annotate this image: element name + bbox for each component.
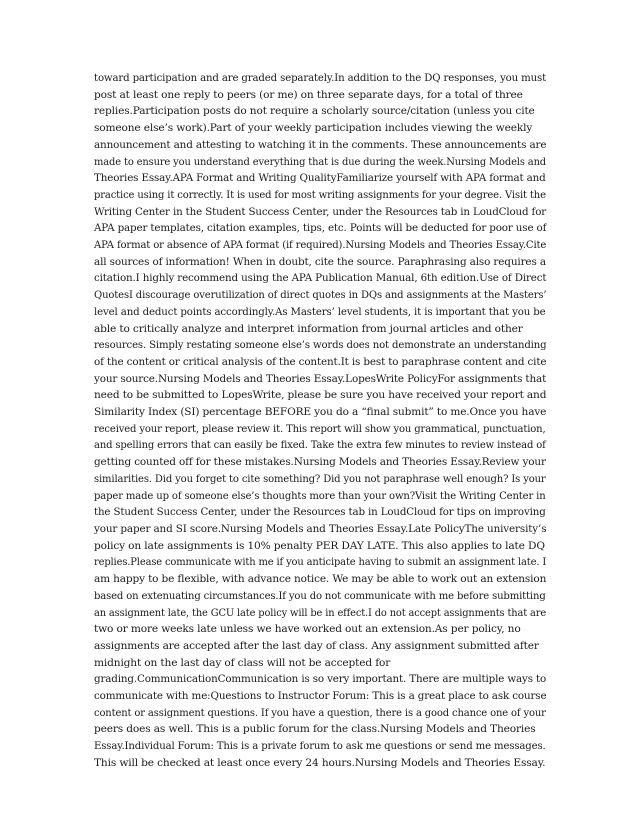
text-line: Similarity Index (SI) percentage BEFORE you do a “final submit” to me.Once you have xyxy=(94,406,547,419)
body-text xyxy=(94,70,546,772)
text-line: communicate with me:Questions to Instructor Forum: This is a great place to ask course xyxy=(94,690,547,703)
text-line: made to ensure you understand everything that is due during the week.Nursing Models and xyxy=(94,155,547,168)
text-line: someone else’s work).Part of your weekly participation includes viewing the weekly xyxy=(94,122,533,135)
text-line: QuotesI discourage overutilization of direct quotes in DQs and assignments at the Masters’ xyxy=(94,289,547,302)
text-line: post at least one reply to peers (or me) on three separate days, for a total of three xyxy=(94,88,523,101)
text-line: an assignment late, the GCU late policy will be in effect.I do not accept assignments that are xyxy=(94,606,547,619)
text-line: replies.Participation posts do not require a scholarly source/citation (unless you cite xyxy=(94,105,535,118)
text-line: Essay.Individual Forum: This is a private forum to ask me questions or send me messages. xyxy=(94,740,546,753)
text-line: based on extenuating circumstances.If you do not communicate with me before submitting xyxy=(94,589,546,602)
text-line: midnight on the last day of class will not be accepted for xyxy=(94,656,391,669)
text-line: similarities. Did you forget to cite something? Did you not paraphrase well enough? Is your xyxy=(94,472,546,485)
text-line: content or assignment questions. If you have a question, there is a good chance one of your xyxy=(94,706,546,719)
text-line: paper made up of someone else’s thoughts more than your own?Visit the Writing Center in xyxy=(94,489,546,502)
text-line: Writing Center in the Student Success Center, under the Resources tab in LoudCloud for xyxy=(94,205,547,218)
text-line: and spelling errors that can easily be fixed. Take the extra few minutes to review instead of xyxy=(94,439,546,452)
text-line: two or more weeks late unless we have worked out an extension.As per policy, no xyxy=(94,623,521,636)
text-line: replies.Please communicate with me if you anticipate having to submit an assignment late. I xyxy=(94,556,547,569)
text-line: all sources of information! When in doubt, cite the source. Paraphrasing also requires a xyxy=(94,255,546,268)
text-line: of the content or critical analysis of the content.It is best to paraphrase content and cite xyxy=(94,355,547,368)
text-line: APA format or absence of APA format (if required).Nursing Models and Theories Essay.Cite xyxy=(94,239,547,252)
text-line: Theories Essay.APA Format and Writing QualityFamiliarize yourself with APA format and xyxy=(94,172,546,185)
text-line: your source.Nursing Models and Theories Essay.LopesWrite PolicyFor assignments that xyxy=(94,372,547,385)
text-line: need to be submitted to LopesWrite, please be sure you have received your report and xyxy=(94,389,547,402)
text-line: able to critically analyze and interpret information from journal articles and other xyxy=(94,322,523,335)
text-line: resources. Simply restating someone else’s words does not demonstrate an understanding xyxy=(94,339,547,352)
text-line: the Student Success Center, under the Resources tab in LoudCloud for tips on improving xyxy=(94,506,546,519)
text-line: grading.CommunicationCommunication is so very important. There are multiple ways to xyxy=(94,673,547,686)
text-line: assignments are accepted after the last day of class. Any assignment submitted after xyxy=(94,639,539,652)
text-line: toward participation and are graded separately.In addition to the DQ responses, you must xyxy=(94,72,547,84)
text-line: level and deduct points accordingly.As Masters’ level students, it is important that you be xyxy=(94,305,546,318)
text-line: This will be checked at least once every 24 hours.Nursing Models and Theories Essay. xyxy=(94,756,546,769)
text-line: your paper and SI score.Nursing Models and Theories Essay.Late PolicyThe university’s xyxy=(94,522,547,535)
text-line: received your report, please review it. This report will show you grammatical, punctuation, xyxy=(94,422,546,435)
text-line: citation.I highly recommend using the APA Publication Manual, 6th edition.Use of Direct xyxy=(94,272,547,285)
text-line: APA paper templates, citation examples, tips, etc. Points will be deducted for poor use of xyxy=(94,222,547,235)
text-line: getting counted off for these mistakes.Nursing Models and Theories Essay.Review your xyxy=(94,456,546,469)
text-line: peers does as well. This is a public forum for the class.Nursing Models and Theories xyxy=(94,723,536,736)
text-line: policy on late assignments is 10% penalty PER DAY LATE. This also applies to late DQ xyxy=(94,539,545,552)
text-line: announcement and attesting to watching it in the comments. These announcements are xyxy=(94,138,547,151)
text-line: am happy to be flexible, with advance notice. We may be able to work out an extension xyxy=(94,573,547,586)
text-line: practice using it correctly. It is used for most writing assignments for your degree. Visit the xyxy=(94,188,546,201)
